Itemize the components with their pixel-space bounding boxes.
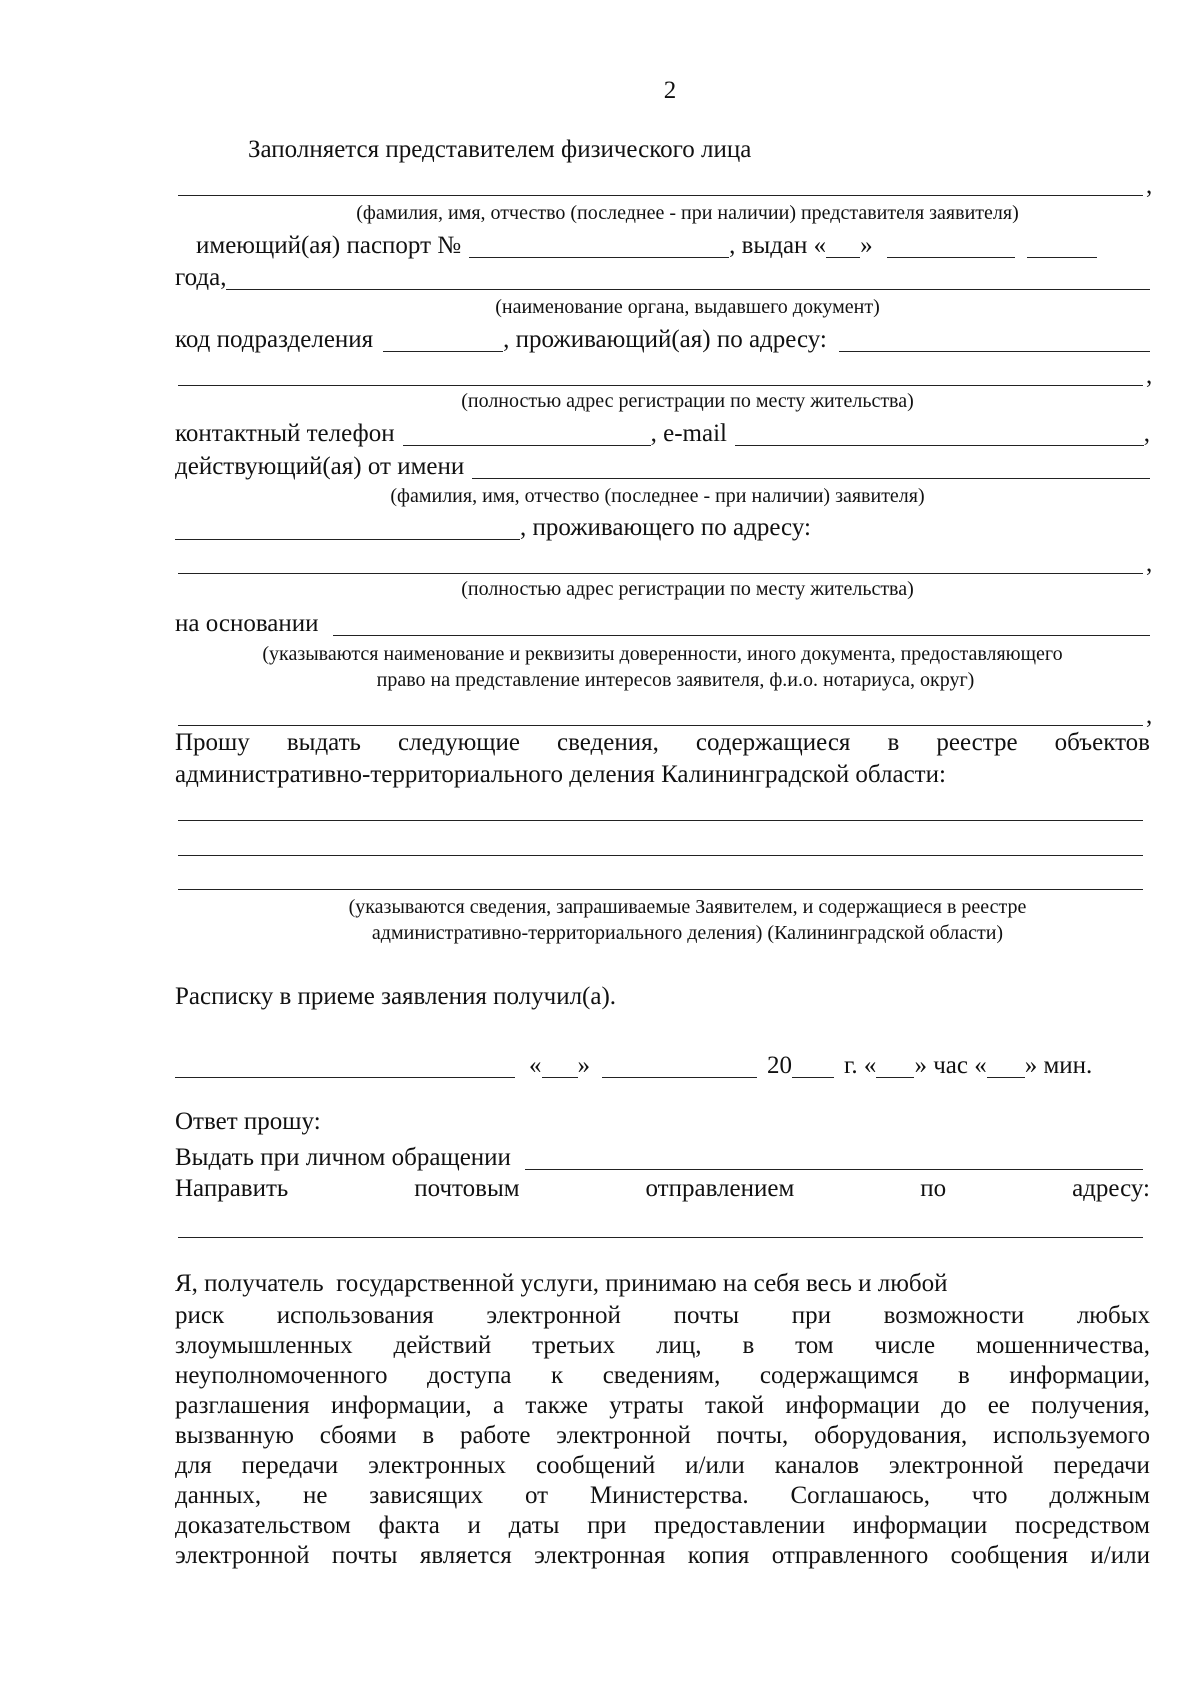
consent-word: доказательством	[175, 1512, 351, 1539]
consent-word: информации	[852, 1512, 988, 1539]
consent-word: для	[175, 1452, 212, 1479]
consent-word: возможности	[883, 1302, 1025, 1329]
issued-label: , выдан «	[729, 232, 827, 259]
request-word: реестре	[936, 729, 1018, 756]
postal-word: почтовым	[414, 1175, 520, 1202]
consent-word: каналов	[774, 1452, 859, 1479]
consent-word: является	[419, 1542, 512, 1569]
request-word: Прошу	[175, 729, 250, 756]
section-heading: Заполняется представителем физического лица	[248, 136, 752, 163]
personal-row	[175, 1138, 1143, 1170]
consent-line	[175, 1420, 1150, 1452]
consent-word: доступа	[427, 1362, 512, 1389]
passport-number-field[interactable]	[469, 235, 729, 258]
consent-word: факта	[378, 1512, 440, 1539]
postal-word: адресу:	[1072, 1175, 1150, 1202]
consent-word: Соглашаюсь,	[790, 1482, 931, 1509]
consent-word: информации,	[1009, 1362, 1150, 1389]
consent-word: зависящих	[369, 1482, 484, 1509]
issued-day-field[interactable]	[826, 235, 860, 258]
consent-line	[175, 1360, 1150, 1392]
request-word: следующие	[398, 729, 520, 756]
consent-word: работе	[459, 1422, 531, 1449]
email-field[interactable]	[735, 423, 1144, 446]
receipt-day-field[interactable]	[542, 1055, 578, 1078]
email-label: , e-mail	[650, 420, 727, 447]
consent-word: при	[791, 1302, 831, 1329]
consent-word: электронной	[556, 1422, 691, 1449]
request-word: объектов	[1054, 729, 1150, 756]
requested-info-field-3[interactable]	[178, 889, 1143, 890]
address-comma-1: ,	[1146, 362, 1153, 389]
consent-word: электронной	[888, 1452, 1024, 1479]
personal-field[interactable]	[525, 1147, 1143, 1170]
phone-field[interactable]	[403, 423, 651, 446]
division-code-field[interactable]	[383, 329, 503, 352]
consent-word: сбоями	[319, 1422, 397, 1449]
receipt-hour-label: » час «	[914, 1052, 987, 1079]
receipt-minute-field[interactable]	[987, 1055, 1025, 1078]
consent-word: и/или	[1090, 1542, 1150, 1569]
applicant-fio-field-2[interactable]	[175, 517, 520, 540]
consent-word: электронной	[175, 1542, 310, 1569]
address-field-1[interactable]	[839, 329, 1150, 352]
caption-info-2: административно-территориального деления) (Калининградской области)	[371, 922, 1004, 944]
consent-line	[175, 1540, 1150, 1572]
receipt-quote-close: »	[577, 1052, 590, 1079]
consent-word: до	[941, 1392, 967, 1419]
consent-word: а	[492, 1392, 505, 1419]
residing-label: , проживающий(ая) по адресу:	[503, 326, 827, 353]
passport-row	[196, 226, 1141, 258]
acting-label: действующий(ая) от имени	[175, 453, 465, 480]
consent-word: от	[524, 1482, 549, 1509]
receipt-quote-open: «	[529, 1052, 542, 1079]
contact-comma: ,	[1143, 420, 1150, 447]
consent-word: посредством	[1014, 1512, 1150, 1539]
basis-row	[175, 604, 1150, 636]
request-line-2: административно-территориального деления Калининградской области:	[175, 761, 946, 788]
consent-word: Министерства.	[589, 1482, 749, 1509]
request-word: в	[887, 729, 900, 756]
address-field-2[interactable]	[178, 385, 1143, 386]
consent-word: и	[467, 1512, 481, 1539]
consent-word: электронной	[486, 1302, 621, 1329]
consent-word: разглашения	[175, 1392, 310, 1419]
consent-word: числе	[874, 1332, 936, 1359]
applicant-address-row	[175, 508, 1150, 540]
consent-line	[175, 1330, 1150, 1362]
consent-word: почты	[673, 1302, 740, 1329]
issued-close: »	[860, 232, 873, 259]
consent-word: получения,	[1031, 1392, 1150, 1419]
consent-word: почты	[331, 1542, 398, 1569]
answer-title: Ответ прошу:	[175, 1108, 321, 1135]
caption-issuer: (наименование органа, выдавшего документ)	[495, 296, 880, 318]
applicant-fio-field[interactable]	[472, 456, 1150, 479]
rep-fio-comma: ,	[1146, 172, 1153, 199]
consent-word: электронных	[368, 1452, 507, 1479]
division-row	[175, 320, 1150, 352]
consent-word: том	[795, 1332, 834, 1359]
address-comma-2: ,	[1146, 550, 1153, 577]
basis-comma: ,	[1146, 702, 1153, 729]
consent-word: сведениям,	[602, 1362, 721, 1389]
consent-word: информации	[785, 1392, 920, 1419]
consent-word: неуполномоченного	[175, 1362, 388, 1389]
consent-line	[175, 1480, 1150, 1512]
caption-applicant-fio: (фамилия, имя, отчество (последнее - при наличии) заявителя)	[390, 485, 925, 507]
consent-word: даты	[508, 1512, 560, 1539]
consent-word: при	[587, 1512, 627, 1539]
basis-label: на основании	[175, 610, 319, 637]
caption-basis-1: (указываются наименование и реквизиты доверенности, иного документа, предоставляющего	[262, 643, 1063, 665]
issued-month-field[interactable]	[887, 235, 1015, 258]
consent-word: должным	[1049, 1482, 1150, 1509]
consent-word: в	[957, 1362, 970, 1389]
acting-row	[175, 447, 1150, 479]
postal-word: Направить	[175, 1175, 289, 1202]
requested-info-field-2[interactable]	[178, 855, 1143, 856]
receipt-year-prefix: 20	[767, 1052, 792, 1079]
postal-word: отправлением	[645, 1175, 795, 1202]
consent-word: предоставлении	[654, 1512, 826, 1539]
receipt-year-suffix: г. «	[844, 1052, 877, 1079]
consent-word: любых	[1076, 1302, 1150, 1329]
consent-word: также	[525, 1392, 588, 1419]
consent-word: в	[742, 1332, 755, 1359]
consent-word: передачи	[1053, 1452, 1150, 1479]
consent-word: сообщения	[950, 1542, 1069, 1569]
consent-word: использования	[276, 1302, 434, 1329]
personal-label: Выдать при личном обращении	[175, 1144, 511, 1171]
consent-word: информации,	[330, 1392, 472, 1419]
consent-word: передачи	[241, 1452, 339, 1479]
consent-word: что	[971, 1482, 1008, 1509]
consent-word: используемого	[992, 1422, 1150, 1449]
receipt-date-row	[175, 1046, 1150, 1078]
contact-row	[175, 414, 1150, 446]
receipt-minute-label: » мин.	[1024, 1052, 1093, 1079]
consent-word: утраты	[609, 1392, 684, 1419]
caption-rep-fio: (фамилия, имя, отчество (последнее - при наличии) представителя заявителя)	[356, 202, 1019, 224]
requested-info-field-1[interactable]	[178, 820, 1143, 821]
passport-label: имеющий(ая) паспорт №	[196, 232, 462, 259]
receipt-month-field[interactable]	[602, 1055, 757, 1078]
consent-word: и/или	[685, 1452, 745, 1479]
receipt-year-field[interactable]	[792, 1055, 834, 1078]
rep-fio-field[interactable]	[178, 195, 1143, 196]
receipt-signature-field[interactable]	[175, 1055, 515, 1078]
consent-word: данных,	[175, 1482, 262, 1509]
consent-line	[175, 1450, 1150, 1482]
residing-applicant-label: , проживающего по адресу:	[520, 514, 811, 541]
consent-word: содержащимся	[759, 1362, 919, 1389]
request-word: содержащиеся	[695, 729, 851, 756]
consent-word: злоумышленных	[175, 1332, 353, 1359]
consent-word: такой	[704, 1392, 765, 1419]
caption-info-1: (указываются сведения, запрашиваемые Заявителем, и содержащиеся в реестре	[348, 896, 1027, 918]
receipt-hour-field[interactable]	[876, 1055, 914, 1078]
issuer-field[interactable]	[226, 267, 1150, 290]
request-line-1	[175, 727, 1150, 759]
phone-label: контактный телефон	[175, 420, 395, 447]
year-row	[175, 258, 1150, 290]
consent-word: оборудования,	[814, 1422, 968, 1449]
issued-year-field[interactable]	[1027, 235, 1097, 258]
applicant-address-field[interactable]	[178, 573, 1143, 574]
caption-reg-address-2: (полностью адрес регистрации по месту жительства)	[461, 578, 914, 600]
consent-line	[175, 1510, 1150, 1542]
consent-word: почты,	[716, 1422, 789, 1449]
division-code-label: код подразделения	[175, 326, 374, 353]
postal-row	[175, 1173, 1150, 1205]
consent-word: вызванную	[175, 1422, 294, 1449]
consent-word: не	[302, 1482, 328, 1509]
year-label: года,	[175, 264, 227, 291]
consent-word: отправленного	[771, 1542, 929, 1569]
consent-word: лиц,	[656, 1332, 702, 1359]
page-number: 2	[663, 77, 677, 104]
consent-word: риск	[175, 1302, 225, 1329]
consent-word: действий	[393, 1332, 492, 1359]
consent-word: электронная	[534, 1542, 666, 1569]
request-word: сведения,	[557, 729, 659, 756]
consent-word: сообщений	[535, 1452, 656, 1479]
consent-word: к	[551, 1362, 564, 1389]
postal-word: по	[920, 1175, 947, 1202]
consent-word: ее	[987, 1392, 1010, 1419]
consent-line-1: Я, получатель государственной услуги, принимаю на себя весь и любой	[175, 1270, 948, 1297]
consent-word: третьих	[532, 1332, 616, 1359]
consent-line	[175, 1390, 1150, 1422]
caption-basis-2: право на представление интересов заявителя, ф.и.о. нотариуса, округ)	[376, 669, 975, 691]
postal-address-field[interactable]	[178, 1237, 1143, 1238]
caption-reg-address-1: (полностью адрес регистрации по месту жительства)	[461, 390, 914, 412]
consent-word: в	[422, 1422, 435, 1449]
basis-field-2[interactable]	[178, 725, 1143, 726]
consent-line	[175, 1300, 1150, 1332]
consent-word: мошенничества,	[976, 1332, 1150, 1359]
receipt-text: Расписку в приеме заявления получил(а).	[175, 983, 617, 1010]
request-word: выдать	[286, 729, 361, 756]
consent-word: копия	[687, 1542, 750, 1569]
basis-field[interactable]	[333, 613, 1150, 636]
